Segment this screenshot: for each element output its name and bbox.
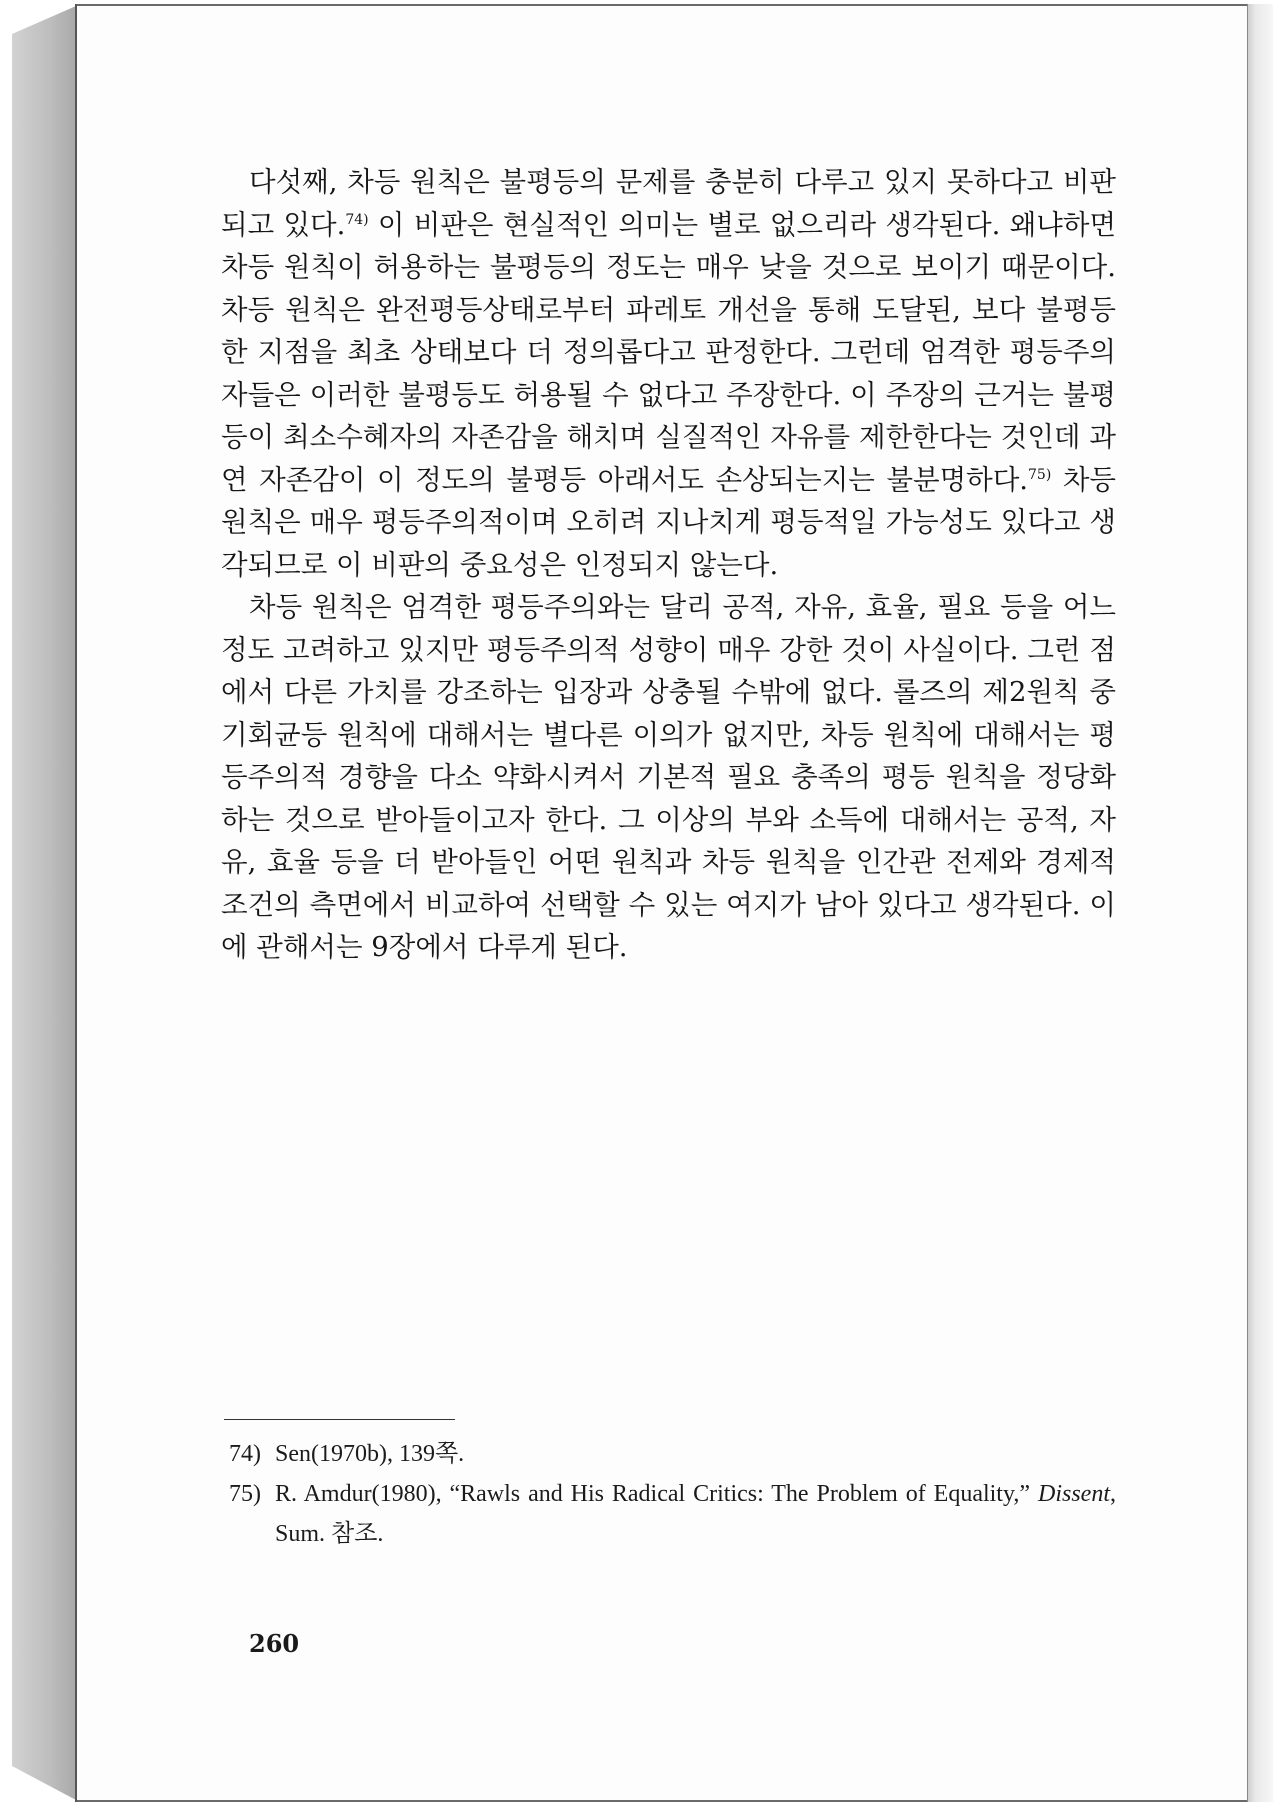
footnote-text-part-2: , Sum. 참조. (275, 1481, 1116, 1547)
footnote-ref-75: 75) (1028, 466, 1052, 483)
page-right-edge (1247, 4, 1273, 1802)
paragraph-1 (221, 161, 1116, 586)
paragraph-1-part-3: 차등 원칙은 매우 평등주의적이며 오히려 지나치게 평등적일 가능성도 있다고 생각되므로 이 비판의 중요성은 인정되지 않는다. (221, 463, 1117, 581)
footnote-text (275, 1474, 1116, 1554)
footnote-74 (229, 1434, 1116, 1474)
paragraph-1-part-1: 다섯째, 차등 원칙은 불평등의 문제를 충분히 다루고 있지 못하다고 비판되고 있다. (221, 166, 1116, 241)
page-number: 260 (249, 1629, 300, 1658)
footnotes (229, 1434, 1116, 1554)
paragraph-2: 차등 원칙은 엄격한 평등주의와는 달리 공적, 자유, 효율, 필요 등을 어느 정도 고려하고 있지만 평등주의적 성향이 매우 강한 것이 사실이다. 그런 점에서 다른 가치를 강조하는 입장과 상충될 수밖에 없다. 롤즈의 제2원칙 중 기회균등 원칙에 대해서는 별다른 이의가 없지만, 차등 원칙에 대해서는 평등주의적 경향을 다소 약화시켜서 기본적 필요 충족의 평등 원칙을 정당화하는 것으로 받아들이고자 한다. 그 이상의 부와 소득에 대해서는 공적, 자유, 효율 등을 더 받아들인 어떤 원칙과 차등 원칙을 인간관 전제와 경제적 조건의 측면에서 비교하여 선택할 수 있는 여지가 남아 있다고 생각된다. 이에 관해서는 9장에서 다루게 된다. (221, 591, 1116, 963)
footnote-divider (224, 1419, 455, 1420)
footnote-text: Sen(1970b), 139쪽. (275, 1441, 465, 1467)
book-spine (12, 6, 76, 1800)
footnote-ref-74: 74) (345, 211, 369, 228)
footnote-number: 74) (229, 1441, 261, 1467)
footnote-number: 75) (229, 1481, 261, 1507)
body-text (221, 161, 1116, 969)
footnote-75 (229, 1474, 1116, 1554)
journal-title: Dissent (1038, 1481, 1110, 1507)
paragraph-1-part-2: 이 비판은 현실적인 의미는 별로 없으리라 생각된다. 왜냐하면 차등 원칙이 허용하는 불평등의 정도는 매우 낮을 것으로 보이기 때문이다. 차등 원칙은 완전평등상태로부터 파레토 개선을 통해 도달된, 보다 불평등한 지점을 최초 상태보다 더 정의롭다고 판정한다. 그런데 엄격한 평등주의자들은 이러한 불평등도 허용될 수 없다고 주장한다. 이 주장의 근거는 불평등이 최소수혜자의 자존감을 해치며 실질적인 자유를 제한한다는 것인데 과연 자존감이 이 정도의 불평등 아래서도 손상되는지는 불분명하다. (221, 208, 1117, 496)
footnote-text-part-1: R. Amdur(1980), “Rawls and His Radical Critics: The Problem of Equality,” (275, 1481, 1038, 1507)
spine-edge-line (75, 4, 77, 1802)
